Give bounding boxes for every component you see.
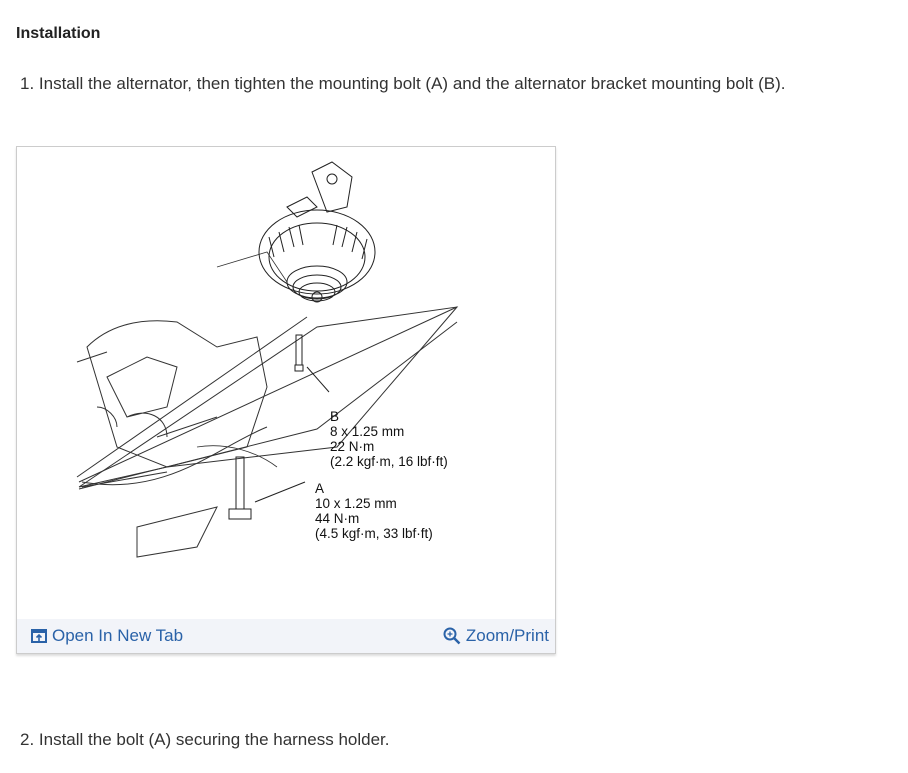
callout-a bbox=[315, 481, 433, 541]
alternator-diagram bbox=[17, 147, 555, 619]
callout-a-label: A bbox=[315, 481, 325, 496]
callout-a-torque: 44 N·m bbox=[315, 511, 360, 526]
open-in-new-tab-link[interactable] bbox=[31, 626, 183, 646]
step-1: 1. Install the alternator, then tighten the mounting bolt (A) and the alternator bracket mounting bolt (B). bbox=[20, 74, 786, 93]
bolt-a bbox=[229, 457, 305, 519]
zoom-in-icon bbox=[443, 627, 461, 645]
section-title: Installation bbox=[16, 25, 101, 42]
diagram-figure bbox=[16, 146, 556, 654]
bolt-b bbox=[295, 335, 329, 392]
callout-b-size: 8 x 1.25 mm bbox=[330, 424, 405, 439]
callout-a-torque-alt: (4.5 kgf·m, 33 lbf·ft) bbox=[315, 526, 433, 541]
callout-b-label: B bbox=[330, 409, 340, 424]
open-in-new-tab-label: Open In New Tab bbox=[52, 626, 184, 645]
figure-toolbar bbox=[17, 619, 555, 653]
callout-b-torque: 22 N·m bbox=[330, 439, 375, 454]
alternator bbox=[259, 162, 375, 302]
zoom-print-link[interactable] bbox=[443, 626, 549, 646]
step-2: 2. Install the bolt (A) securing the harness holder. bbox=[20, 730, 390, 749]
callout-b bbox=[330, 409, 448, 469]
callout-b-torque-alt: (2.2 kgf·m, 16 lbf·ft) bbox=[330, 454, 448, 469]
open-in-new-tab-icon bbox=[31, 629, 47, 643]
zoom-print-label: Zoom/Print bbox=[465, 626, 549, 645]
callout-a-size: 10 x 1.25 mm bbox=[315, 496, 397, 511]
